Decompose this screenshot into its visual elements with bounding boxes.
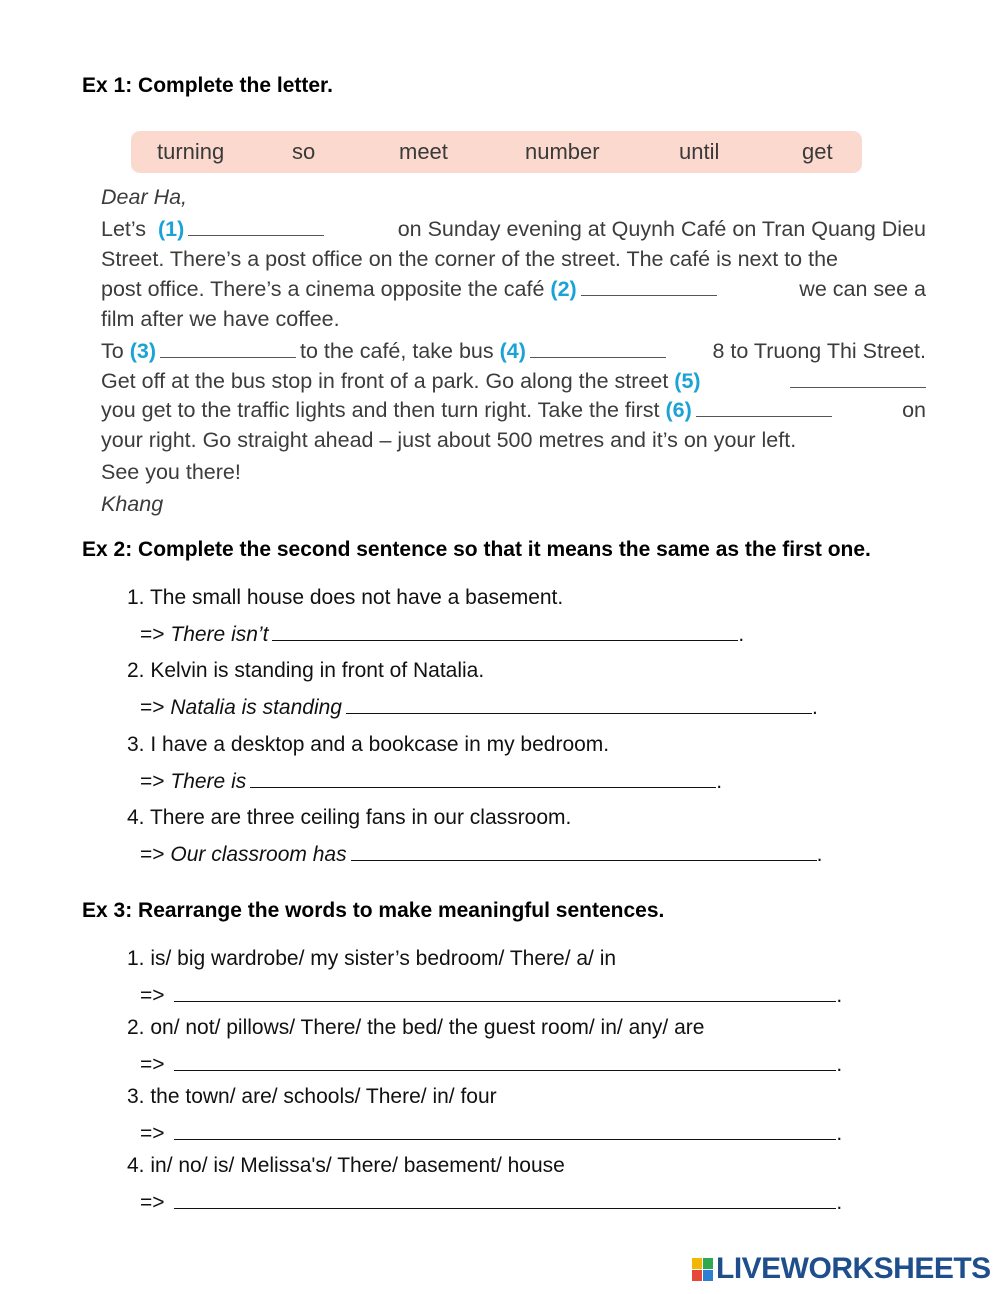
letter-closing: See you there!: [101, 460, 241, 484]
gap-1-blank[interactable]: [188, 217, 324, 236]
letter-text: 8 to Truong Thi Street.: [712, 339, 926, 363]
ex2-question-4: 4. There are three ceiling fans in our classroom.: [127, 806, 572, 829]
ex3-answer-3: [140, 1121, 842, 1146]
word-bank: [131, 131, 862, 173]
ex2-question-3: 3. I have a desktop and a bookcase in my bedroom.: [127, 733, 610, 756]
letter-text: you get to the traffic lights and then turn right. Take the first: [101, 398, 660, 422]
letter-signature: Khang: [101, 492, 164, 516]
answer-end: .: [811, 696, 818, 719]
ex2-title: Ex 2: Complete the second sentence so that it means the same as the first one.: [82, 538, 871, 561]
word-bank-item: number: [525, 139, 600, 164]
ex2-answer-1-blank[interactable]: [272, 622, 738, 641]
gap-5-blank[interactable]: [790, 369, 926, 388]
answer-end: .: [738, 623, 745, 646]
letter-text: your right. Go straight ahead – just about 500 metres and it’s on your left.: [101, 428, 797, 452]
ex3-question-4: 4. in/ no/ is/ Melissa's/ There/ basement/ house: [127, 1154, 565, 1177]
letter-text: To: [101, 339, 124, 363]
letter-text: Let’s: [101, 217, 147, 241]
answer-end: .: [836, 1191, 843, 1214]
answer-arrow: =>: [140, 770, 171, 793]
answer-arrow: =>: [140, 1191, 165, 1214]
gap-number: (1): [157, 217, 185, 241]
gap-number: (2): [550, 277, 577, 301]
letter-text: Get off at the bus stop in front of a park. Go along the street: [101, 369, 669, 393]
letter-text: post office. There’s a cinema opposite the café: [101, 277, 545, 301]
letter-text: on: [902, 398, 926, 422]
liveworksheets-logo-text: LIVEWORKSHEETS: [716, 1252, 991, 1285]
answer-start: Our classroom has: [170, 843, 347, 866]
gap-4-blank[interactable]: [530, 339, 666, 358]
ex2-answer-2: [140, 695, 818, 720]
word-bank-item: get: [802, 139, 833, 164]
gap-number: (3): [129, 339, 156, 363]
ex2-answer-4: [140, 842, 822, 867]
answer-arrow: =>: [140, 696, 171, 719]
letter-line: [101, 339, 926, 364]
letter-greeting: Dear Ha,: [101, 185, 188, 209]
gap-number: (5): [674, 369, 701, 393]
gap-6-blank[interactable]: [696, 398, 832, 417]
letter-line: [101, 277, 926, 302]
answer-end: .: [836, 1122, 843, 1145]
answer-start: Natalia is standing: [170, 696, 342, 719]
ex2-question-2: 2. Kelvin is standing in front of Natalia.: [127, 659, 485, 682]
ex2-question-1: 1. The small house does not have a basement.: [127, 586, 564, 609]
letter-line: [101, 369, 926, 394]
ex3-answer-4-blank[interactable]: [174, 1190, 836, 1209]
ex2-answer-4-blank[interactable]: [351, 842, 817, 861]
ex3-answer-2-blank[interactable]: [174, 1052, 836, 1071]
answer-arrow: =>: [140, 1053, 165, 1076]
answer-arrow: =>: [140, 843, 171, 866]
ex2-answer-3: [140, 769, 722, 794]
ex3-answer-1: [140, 983, 842, 1008]
letter-text: on Sunday evening at Quynh Café on Tran Quang Dieu: [397, 217, 926, 241]
liveworksheets-logo[interactable]: [692, 1252, 992, 1288]
gap-number: (4): [499, 339, 526, 363]
answer-end: .: [836, 1053, 843, 1076]
ex3-question-2: 2. on/ not/ pillows/ There/ the bed/ the guest room/ in/ any/ are: [127, 1016, 705, 1039]
ex2-answer-2-blank[interactable]: [346, 695, 812, 714]
gap-number: (6): [665, 398, 692, 422]
liveworksheets-logo-icon: [692, 1258, 714, 1282]
answer-start: There is: [170, 770, 247, 793]
ex3-answer-2: [140, 1052, 842, 1077]
answer-start: There isn’t: [170, 623, 269, 646]
letter-text: we can see a: [799, 277, 926, 301]
letter-line: [101, 398, 926, 423]
word-bank-item: until: [679, 139, 720, 164]
answer-end: .: [836, 984, 843, 1007]
answer-arrow: =>: [140, 1122, 165, 1145]
letter-text: film after we have coffee.: [101, 307, 340, 331]
ex3-question-1: 1. is/ big wardrobe/ my sister’s bedroom/ There/ a/ in: [127, 947, 617, 970]
letter-text: Street. There’s a post office on the corner of the street. The café is next to the: [101, 247, 839, 271]
letter-line: [101, 217, 926, 242]
word-bank-item: meet: [399, 139, 448, 164]
letter-text: to the café, take bus: [299, 339, 494, 363]
word-bank-item: so: [292, 139, 316, 164]
ex3-answer-3-blank[interactable]: [174, 1121, 836, 1140]
gap-3-blank[interactable]: [160, 339, 296, 358]
ex3-question-3: 3. the town/ are/ schools/ There/ in/ four: [127, 1085, 497, 1108]
answer-arrow: =>: [140, 623, 171, 646]
ex3-answer-1-blank[interactable]: [174, 983, 836, 1002]
answer-end: .: [716, 770, 723, 793]
answer-arrow: =>: [140, 984, 165, 1007]
ex3-title: Ex 3: Rearrange the words to make meaningful sentences.: [82, 899, 665, 922]
ex1-title: Ex 1: Complete the letter.: [82, 74, 333, 97]
gap-2-blank[interactable]: [581, 277, 717, 296]
ex2-answer-1: [140, 622, 744, 647]
word-bank-item: turning: [157, 139, 225, 164]
ex2-answer-3-blank[interactable]: [250, 769, 716, 788]
ex3-answer-4: [140, 1190, 842, 1215]
answer-end: .: [816, 843, 823, 866]
